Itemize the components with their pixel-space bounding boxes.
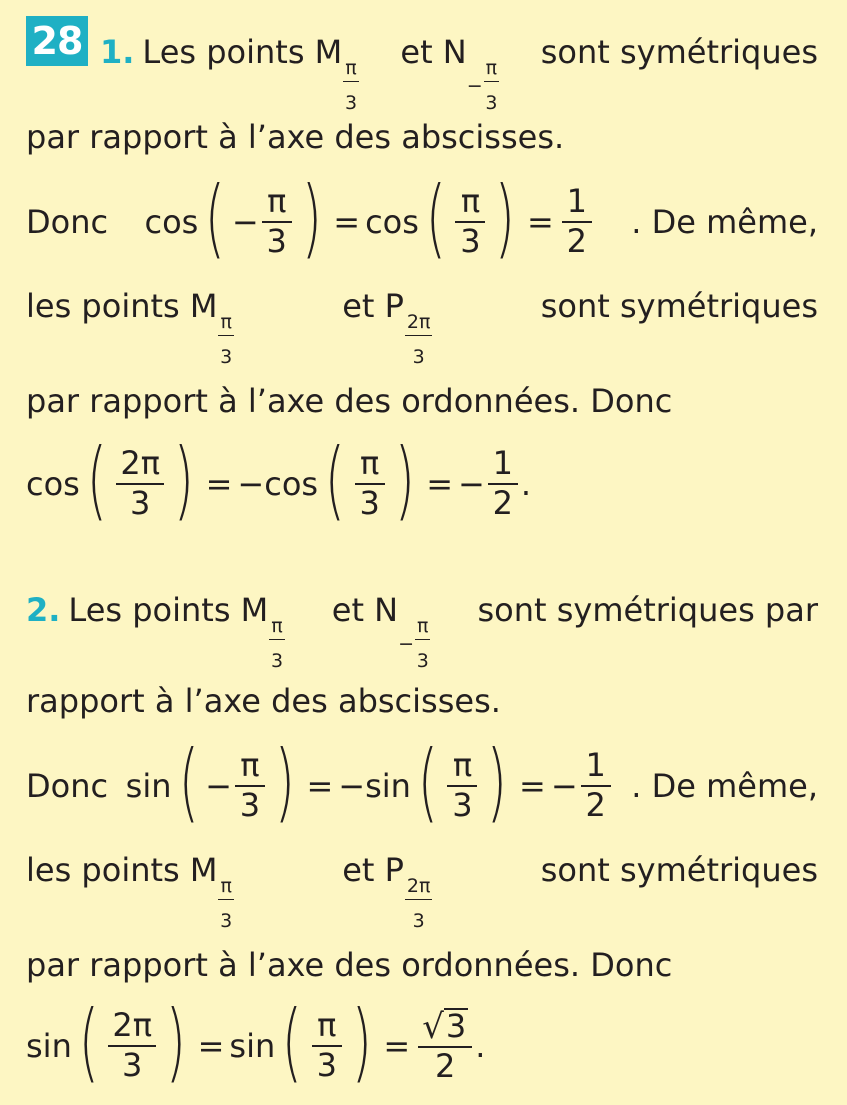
equation-cos-neg-pi-3: cos ( − $\frac{\pi}{3}$ ) = cos ( $\frac{\pi}{3}$ ) = $\frac{1}{2}$ [144, 179, 594, 265]
part1-number: 1. [100, 33, 135, 71]
part2-line3: Donc sin ( − $\frac{\pi}{3}$ ) = − sin ( $\frac{\pi}{3}$ ) = − $\frac{1}{2}$ . De même, [26, 732, 818, 832]
part1-line2: par rapport à l’axe des abscisses. [26, 118, 565, 156]
equation-cos-2pi-3: cos ( $\frac{2\pi}{3}$ ) = − cos ( $\frac{\pi}{3}$ ) = − $\frac{1}{2}$ . [26, 430, 531, 530]
equation-sin-2pi-3: sin ( $\frac{2\pi}{3}$ ) = sin ( $\frac{\pi}{3}$ ) = √ 3 2 . [26, 992, 486, 1092]
subscript-neg-fraction: − $\frac{\pi}{3}$ [466, 57, 498, 114]
part1-line4: les points M π 3 et P 2π 3 sont symétriques [26, 287, 818, 368]
part1-line5: par rapport à l’axe des ordonnées. Donc [26, 382, 673, 420]
part2-number: 2. [26, 591, 61, 629]
part2-line6 [26, 992, 818, 1096]
part1-line1: 1. Les points M π 3 et N − $\frac{\pi}{3}$ sont symétriques [100, 33, 818, 114]
equation-sin-neg-pi-3: sin ( − $\frac{\pi}{3}$ ) = − sin ( $\frac{\pi}{3}$ ) = − $\frac{1}{2}$ [126, 743, 614, 829]
part1-line3: Donc cos ( − $\frac{\pi}{3}$ ) = cos ( $\frac{\pi}{3}$ ) = $\frac{1}{2}$ . De même, [26, 168, 818, 268]
square-root: √ 3 [422, 1006, 467, 1047]
part2-line4: les points M π 3 et P 2π 3 sont symétriques [26, 851, 818, 932]
subscript-fraction: π 3 [344, 57, 358, 114]
exercise-number-badge: 28 [26, 16, 88, 66]
part1-line6 [26, 430, 818, 534]
part2-line5: par rapport à l’axe des ordonnées. Donc [26, 946, 673, 984]
part2-line2: rapport à l’axe des abscisses. [26, 682, 501, 720]
part2-line1: 2. Les points M π 3 et N − $\frac{\pi}{3}$ sont symétriques par [26, 591, 818, 672]
